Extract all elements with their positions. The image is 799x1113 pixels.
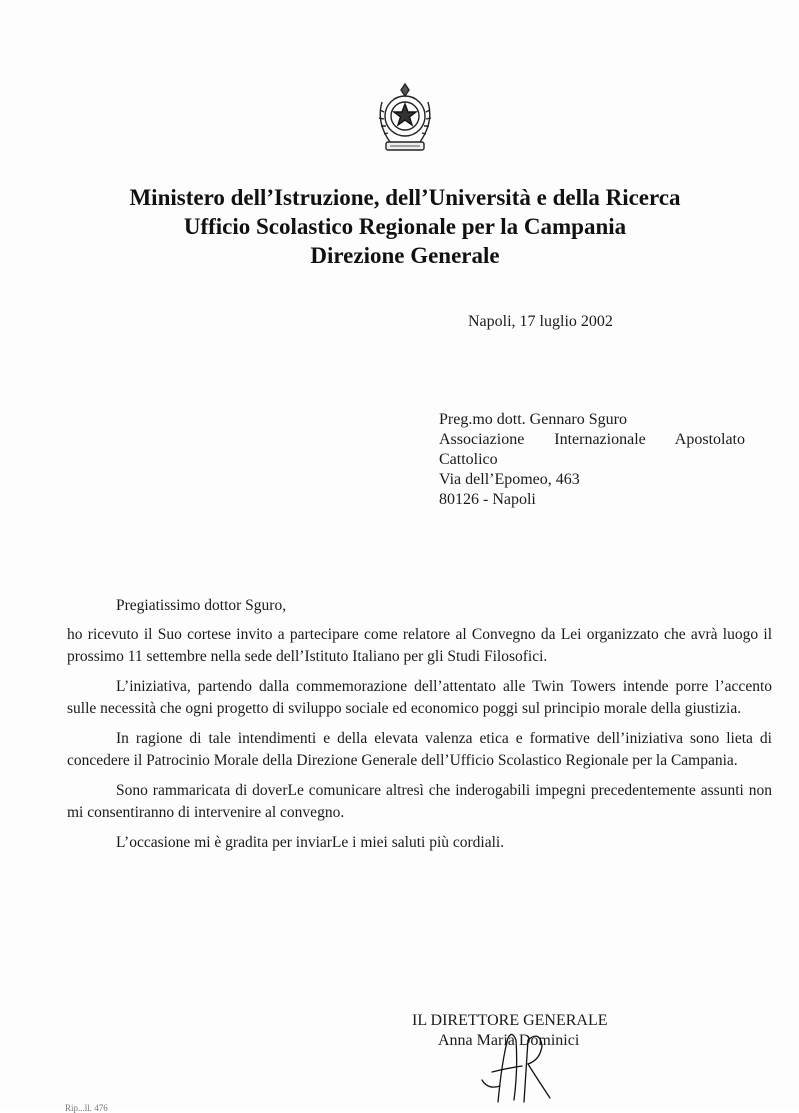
body-paragraph: L’iniziativa, partendo dalla commemorazione dell’attentato alle Twin Towers intende porre l’accento sulle necessità che ogni progetto di sviluppo sociale ed economico poggi sul principio morale della giustizia.	[67, 678, 772, 717]
ministry-name: Ministero dell’Istruzione, dell’Università e della Ricerca	[129, 185, 681, 210]
recipient-street: Via dell’Epomeo, 463	[439, 471, 580, 488]
letterhead	[0, 183, 799, 270]
salutation: Pregiatissimo dottor Sguro,	[116, 597, 287, 614]
office-name: Ufficio Scolastico Regionale per la Campania	[183, 214, 627, 239]
signatory-title: IL DIRETTORE GENERALE	[412, 1012, 608, 1029]
signatory-name: Anna Maria Dominici	[438, 1032, 580, 1049]
directorate-name: Direzione Generale	[310, 243, 500, 268]
recipient-name: Preg.mo dott. Gennaro Sguro	[439, 411, 627, 428]
body-paragraph: Sono rammaricata di doverLe comunicare altresì che inderogabili impegni precedentemente assunti non mi consentiranno di intervenire al convegno.	[67, 782, 772, 821]
recipient-city: 80126 - Napoli	[439, 491, 536, 508]
body-paragraph: In ragione di tale intendimenti e della elevata valenza etica e formative dell’iniziativa sono lieta di concedere il Patrocinio Morale della Direzione Generale dell’Ufficio Scolastico Regionale per la Campania.	[67, 730, 772, 769]
footer-reference: Rip...ll. 476	[65, 1103, 108, 1113]
letter-body	[67, 624, 772, 862]
recipient-address	[439, 410, 745, 510]
recipient-organization-cont: Cattolico	[439, 451, 498, 468]
recipient-organization: Associazione Internazionale Apostolato	[439, 431, 745, 448]
body-paragraph: L’occasione mi è gradita per inviarLe i miei saluti più cordiali.	[116, 834, 505, 851]
italian-republic-emblem-icon	[372, 82, 438, 156]
body-paragraph: ho ricevuto il Suo cortese invito a partecipare come relatore al Convegno da Lei organizzato che avrà luogo il prossimo 11 settembre nella sede dell’Istituto Italiano per gli Studi Filosofici.	[67, 626, 772, 665]
letter-date: Napoli, 17 luglio 2002	[468, 313, 613, 330]
handwritten-signature	[478, 1020, 558, 1105]
